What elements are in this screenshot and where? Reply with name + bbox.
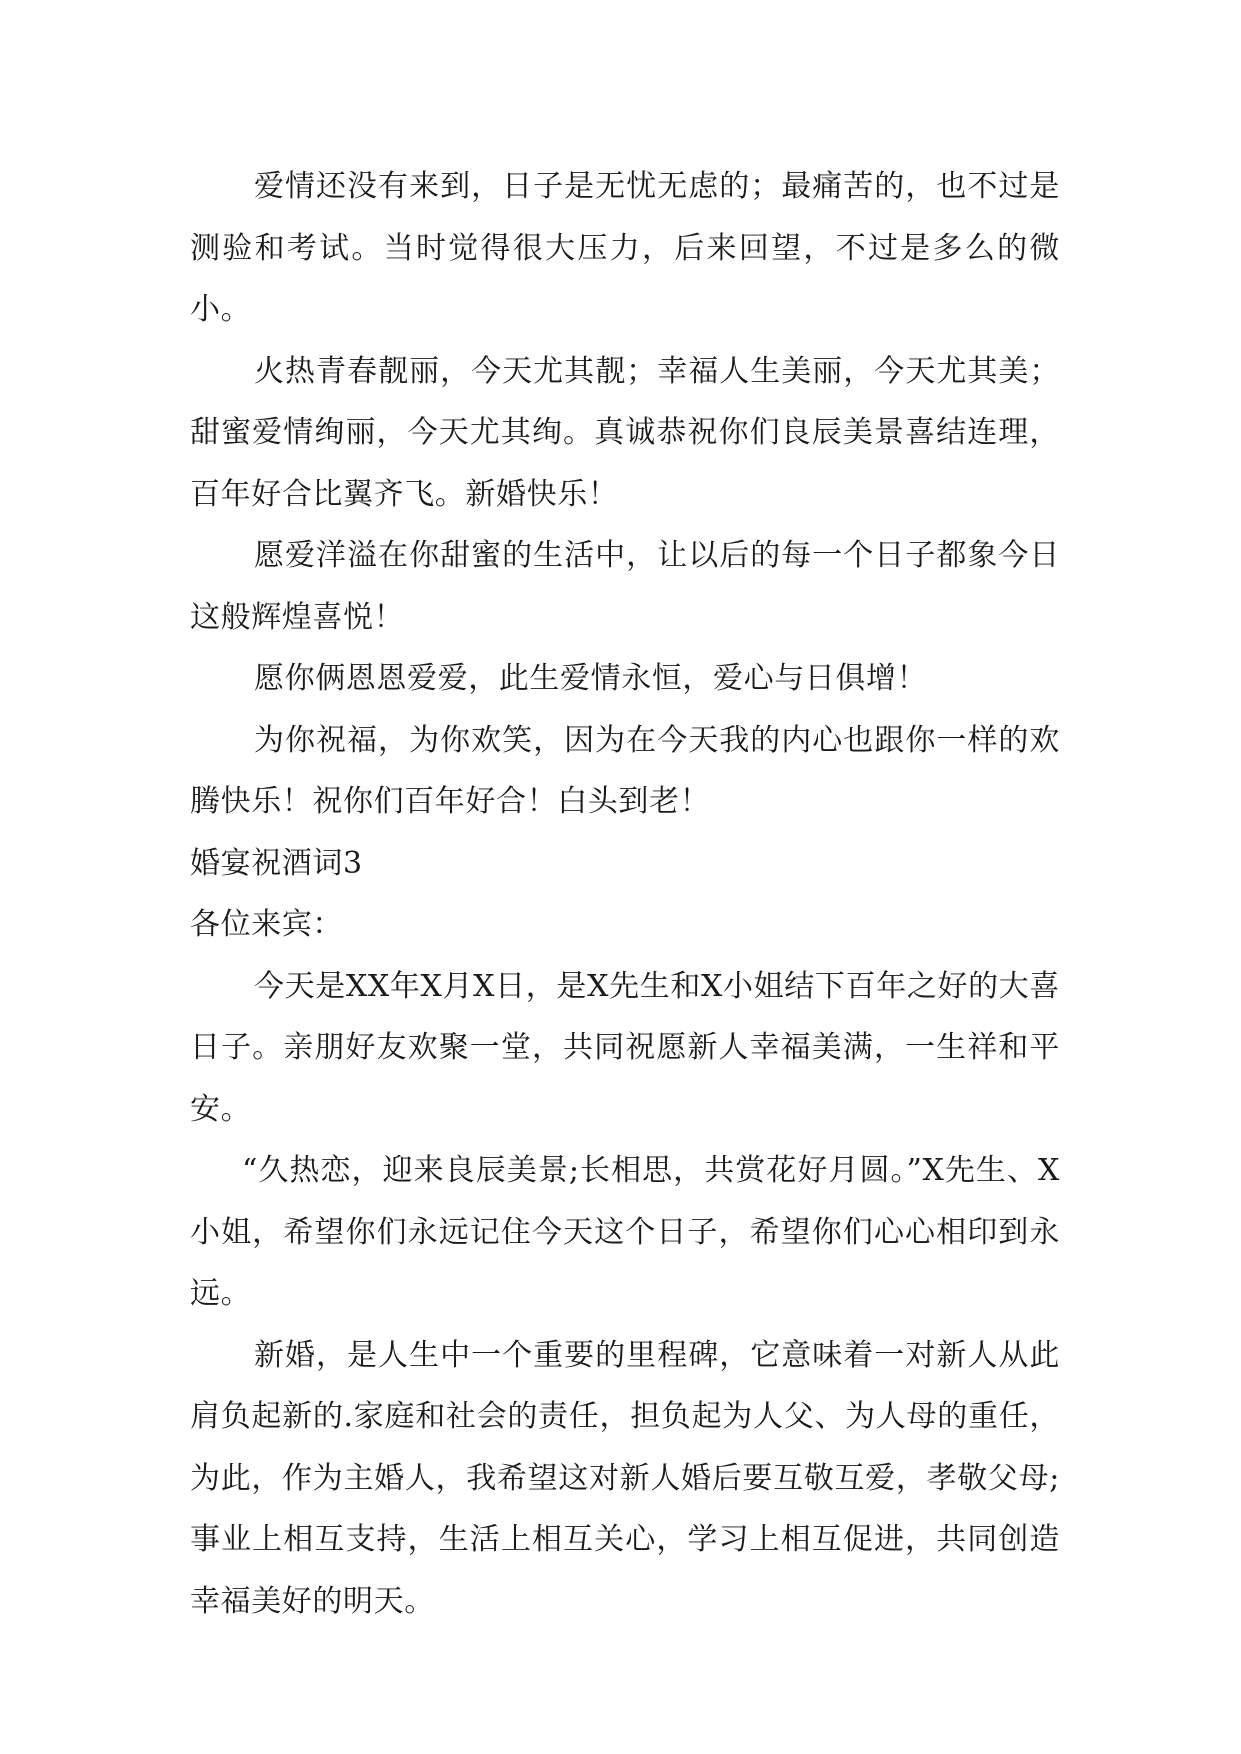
paragraph-wedding-date: 今天是XX年X月X日，是X先生和X小姐结下百年之好的大喜日子。亲朋好友欢聚一堂，共同祝愿新人幸福美满，一生祥和平安。: [190, 968, 1060, 1127]
section-heading: 婚宴祝酒词3: [190, 845, 363, 881]
salutation: 各位来宾：: [190, 907, 343, 942]
paragraph-eternal-love: 愿你俩恩恩爱爱，此生爱情永恒，爱心与日俱增！: [254, 661, 928, 696]
document-body: [190, 156, 1060, 1632]
paragraph-youth-blessing: 火热青春靓丽，今天尤其靓；幸福人生美丽，今天尤其美；甜蜜爱情绚丽，今天尤其绚。真诚恭祝你们良辰美景喜结连理，百年好合比翼齐飞。新婚快乐！: [190, 353, 1060, 512]
paragraph-quote: “久热恋，迎来良辰美景;长相思，共赏花好月圆。”X先生、X小姐，希望你们永远记住今天这个日子，希望你们心心相印到永远。: [190, 1153, 1060, 1311]
paragraph-sweet-life: 愿爱洋溢在你甜蜜的生活中，让以后的每一个日子都象今日这般辉煌喜悦！: [190, 538, 1060, 635]
paragraph-joyful-wishes: 为你祝福，为你欢笑，因为在今天我的内心也跟你一样的欢腾快乐！祝你们百年好合！白头到老！: [190, 722, 1060, 819]
paragraph-love-not-arrived: 爱情还没有来到，日子是无忧无虑的；最痛苦的，也不过是测验和考试。当时觉得很大压力，后来回望，不过是多么的微小。: [190, 169, 1060, 327]
paragraph-milestone: 新婚，是人生中一个重要的里程碑，它意味着一对新人从此肩负起新的.家庭和社会的责任，担负起为人父、为人母的重任，为此，作为主婚人，我希望这对新人婚后要互敬互爱，孝敬父母;事业上相互支持，生活上相互关心，学习上相互促进，共同创造幸福美好的明天。: [190, 1337, 1060, 1619]
